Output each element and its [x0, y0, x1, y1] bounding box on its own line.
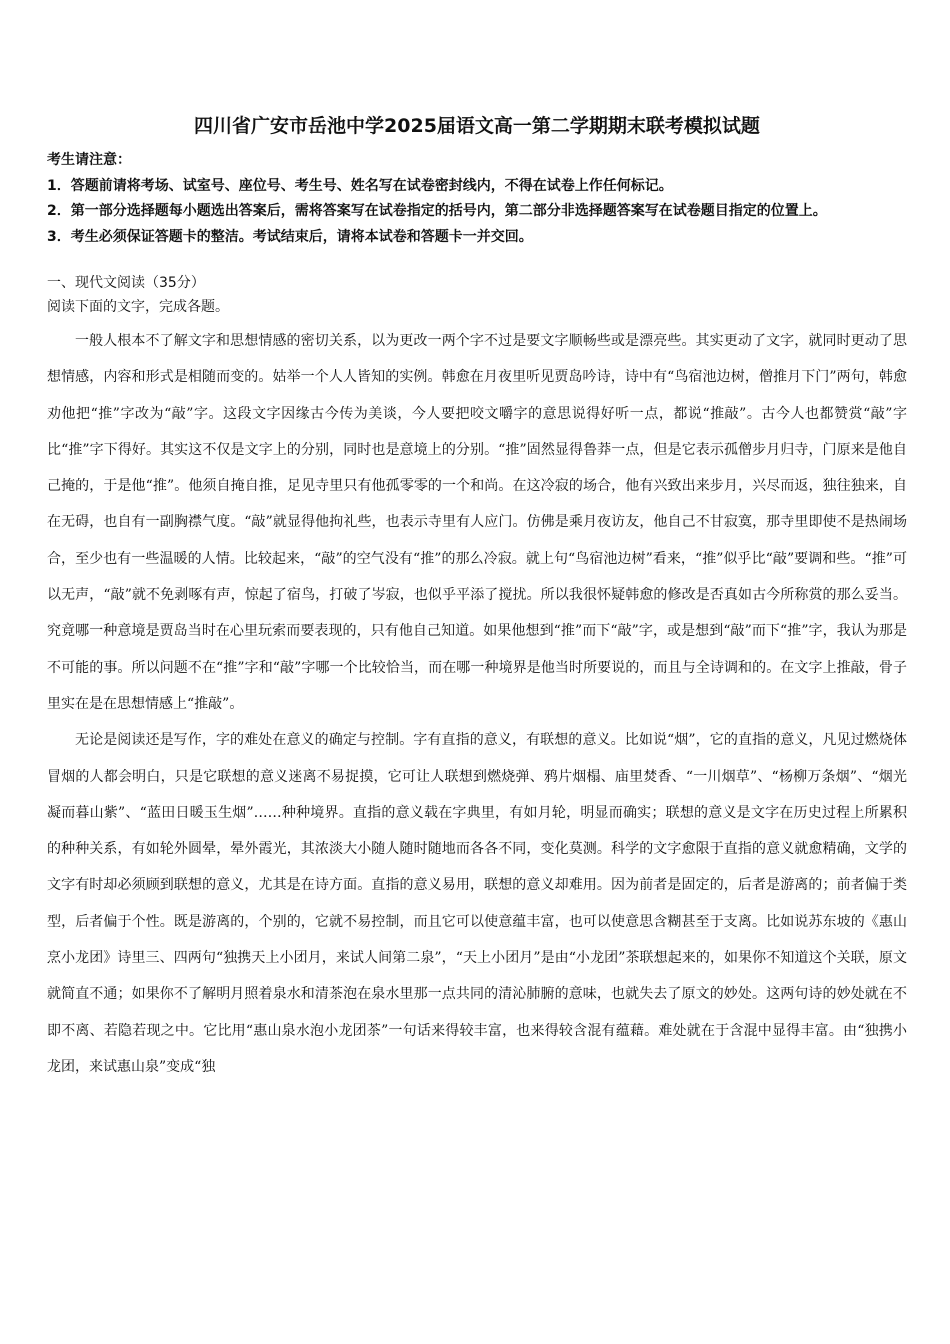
reading-instruction: 阅读下面的文字，完成各题。 [47, 299, 229, 315]
notice-item: 3．考生必须保证答题卡的整洁。考试结束后，请将本试卷和答题卡一并交回。 [47, 228, 533, 245]
notice-heading: 考生请注意： [47, 152, 131, 168]
passage-paragraph: 一般人根本不了解文字和思想情感的密切关系，以为更改一两个字不过是要文字顺畅些或是漂亮些。其实更动了文字，就同时更动了思想情感，内容和形式是相随而变的。姑举一个人人皆知的实例。韩愈在月夜里听见贾岛吟诗，诗中有“鸟宿池边树，僧推月下门”两句，韩愈劝他把“推”字改为“敲”字。这段文字因缘古今传为美谈，今人要把咬文嚼字的意思说得好听一点，都说“推敲”。古今人也都赞赏“敲”字比“推”字下得好。其实这不仅是文字上的分别，同时也是意境上的分别。“推”固然显得鲁莽一点，但是它表示孤僧步月归寺，门原来是他自己掩的，于是他“推”。他须自掩自推，足见寺里只有他孤零零的一个和尚。在这冷寂的场合，他有兴致出来步月，兴尽而返，独往独来，自在无碍，也自有一副胸襟气度。“敲”就显得他拘礼些，也表示寺里有人应门。仿佛是乘月夜访友，他自己不甘寂寞，那寺里即使不是热闹场合，至少也有一些温暖的人情。比较起来，“敲”的空气没有“推”的那么冷寂。就上句“鸟宿池边树”看来，“推”似乎比“敲”要调和些。“推”可以无声，“敲”就不免剥啄有声，惊起了宿鸟，打破了岑寂，也似乎平添了搅扰。所以我很怀疑韩愈的修改是否真如古今所称赏的那么妥当。究竟哪一种意境是贾岛当时在心里玩索而要表现的，只有他自己知道。如果他想到“推”而下“敲”字，或是想到“敲”而下“推”字，我认为那是不可能的事。所以问题不在“推”字和“敲”字哪一个比较恰当，而在哪一种境界是他当时所要说的，而且与全诗调和的。在文字上推敲，骨子里实在是在思想情感上“推敲”。 [47, 333, 907, 712]
exam-notice [47, 148, 907, 250]
section-heading: 一、现代文阅读（35分） [47, 275, 205, 291]
notice-item: 2．第一部分选择题每小题选出答案后，需将答案写在试卷指定的括号内，第二部分非选择题答案写在试卷题目指定的位置上。 [47, 203, 827, 219]
passage-paragraph: 无论是阅读还是写作，字的难处在意义的确定与控制。字有直指的意义，有联想的意义。比如说“烟”，它的直指的意义，凡见过燃烧体冒烟的人都会明白，只是它联想的意义迷离不易捉摸，它可让人联想到燃烧弹、鸦片烟榻、庙里焚香、“一川烟草”、“杨柳万条烟”、“烟光凝而暮山紫”、“蓝田日暖玉生烟”……种种境界。直指的意义载在字典里，有如月轮，明显而确实；联想的意义是文字在历史过程上所累积的种种关系，有如轮外圆晕，晕外霞光，其浓淡大小随人随时随地而各各不同，变化莫测。科学的文字愈限于直指的意义就愈精确，文学的文字有时却必须顾到联想的意义，尤其是在诗方面。直指的意义易用，联想的意义却难用。因为前者是固定的，后者是游离的；前者偏于类型，后者偏于个性。既是游离的，个别的，它就不易控制，而且它可以使意蕴丰富，也可以使意思含糊甚至于支离。比如说苏东坡的《惠山烹小龙团》诗里三、四两句“独携天上小团月，来试人间第二泉”，“天上小团月”是由“小龙团”茶联想起来的，如果你不知道这个关联，原文就简直不通；如果你不了解明月照着泉水和清茶泡在泉水里那一点共同的清沁肺腑的意味，也就失去了原文的妙处。这两句诗的妙处就在不即不离、若隐若现之中。它比用“惠山泉水泡小龙团茶”一句话来得较丰富，也来得较含混有蕴藉。难处就在于含混中显得丰富。由“独携小龙团，来试惠山泉”变成“独 [47, 732, 907, 1075]
document-title: 四川省广安市岳池中学2025届语文高一第二学期期末联考模拟试题 [194, 115, 760, 137]
document-page [47, 0, 907, 1085]
notice-item: 1．答题前请将考场、试室号、座位号、考生号、姓名写在试卷密封线内，不得在试卷上作任何标记。 [47, 177, 673, 194]
